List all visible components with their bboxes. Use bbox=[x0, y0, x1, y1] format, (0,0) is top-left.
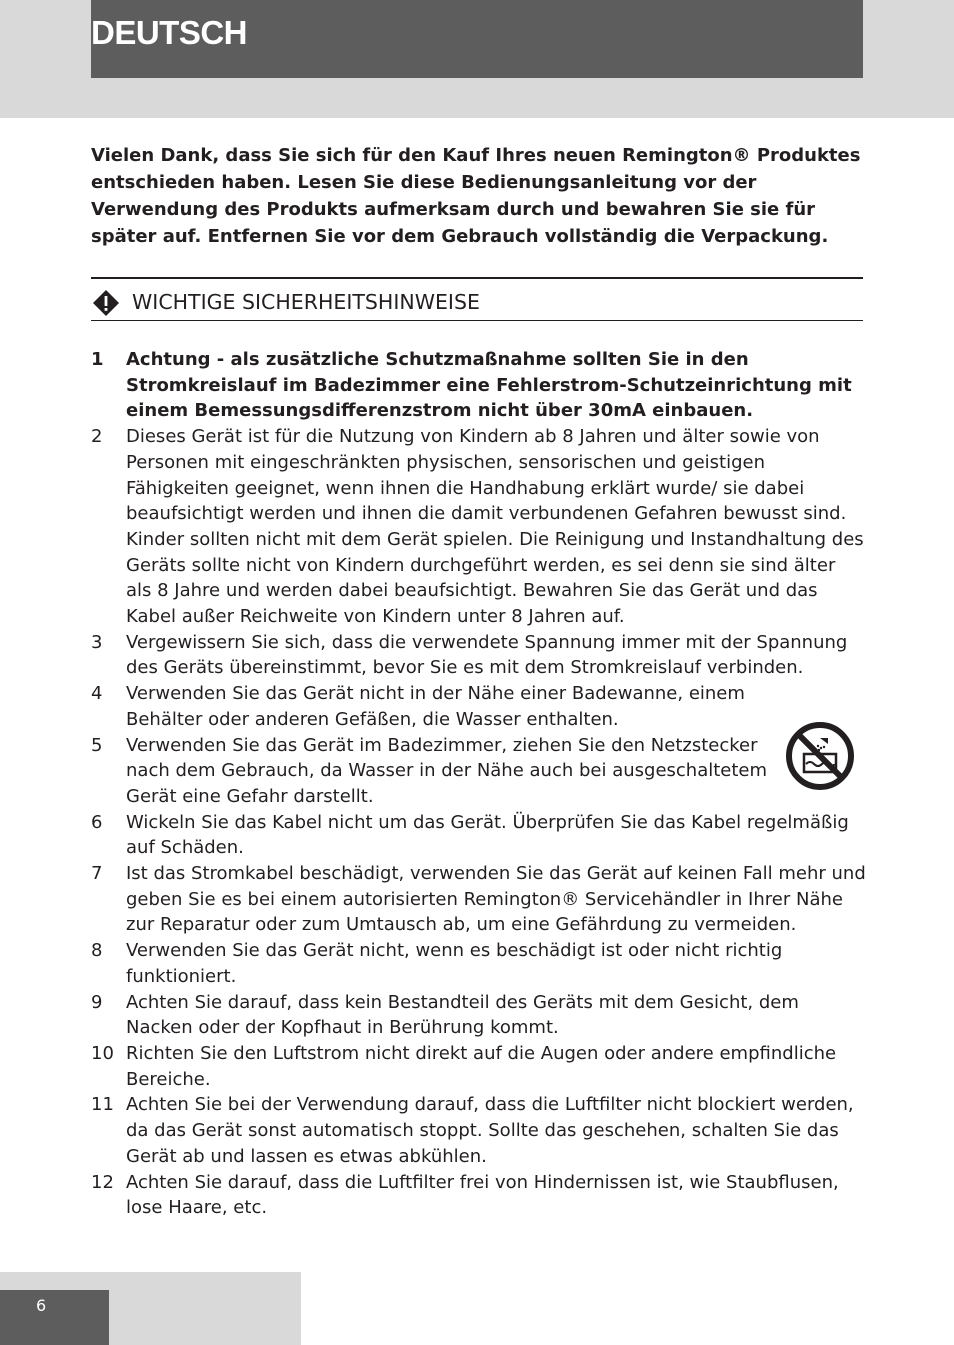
header-band bbox=[0, 0, 954, 118]
header-title-box bbox=[91, 0, 863, 78]
section-heading: WICHTIGE SICHERHEITSHINWEISE bbox=[132, 290, 480, 314]
item-number: 9 bbox=[91, 991, 103, 1013]
page-title: DEUTSCH bbox=[91, 14, 248, 51]
list-item bbox=[91, 1041, 866, 1092]
list-item bbox=[91, 861, 866, 938]
item-number: 12 bbox=[91, 1171, 114, 1193]
list-item bbox=[91, 630, 866, 681]
list-item bbox=[91, 347, 866, 424]
item-number: 3 bbox=[91, 631, 103, 653]
safety-list bbox=[91, 347, 866, 1221]
item-text: Dieses Gerät ist für die Nutzung von Kindern ab 8 Jahren und älter sowie von Personen mit eingeschränkten physischen, sensorischen und geistigen Fähigkeiten geeignet, wenn ihnen die Handhabung erklärt wurde/ sie dabei beaufsichtigt werden und ihnen die damit verbundenen Gefahren bewusst sind. Kinder sollten nicht mit dem Gerät spielen. Die Reinigung und Instandhaltung des Geräts sollte nicht von Kindern durchgeführt werden, es sei denn sie sind älter als 8 Jahre und werden dabei beaufsichtigt. Bewahren Sie das Gerät und das Kabel außer Reichweite von Kindern unter 8 Jahren auf. bbox=[126, 426, 864, 628]
list-item bbox=[91, 424, 866, 630]
item-number: 5 bbox=[91, 734, 103, 756]
item-text: Ist das Stromkabel beschädigt, verwenden Sie das Gerät auf keinen Fall mehr und geben Sie es bei einem autorisierten Remington® Servicehändler in Ihrer Nähe zur Reparatur oder zum Umtausch ab, um eine Gefährdung zu vermeiden. bbox=[126, 863, 866, 936]
item-number: 11 bbox=[91, 1094, 114, 1116]
item-text: Achten Sie darauf, dass die Luftfilter frei von Hindernissen ist, wie Staubflusen, lose Haare, etc. bbox=[126, 1171, 839, 1219]
page-number: 6 bbox=[36, 1296, 47, 1315]
item-text: Achtung - als zusätzliche Schutzmaßnahme sollten Sie in den Stromkreislauf im Badezimmer eine Fehlerstrom-Schutzeinrichtung mit einem Bemessungsdifferenzstrom nicht über 30mA einbauen. bbox=[126, 349, 852, 422]
page-number-box bbox=[0, 1290, 109, 1345]
section-rule-bottom bbox=[91, 320, 863, 321]
item-number: 1 bbox=[91, 349, 104, 370]
list-item bbox=[91, 681, 776, 732]
list-item bbox=[91, 938, 866, 989]
item-number: 10 bbox=[91, 1042, 114, 1064]
item-text: Wickeln Sie das Kabel nicht um das Gerät. Überprüfen Sie das Kabel regelmäßig auf Schäden. bbox=[126, 811, 849, 859]
list-item bbox=[91, 810, 866, 861]
item-number: 6 bbox=[91, 811, 103, 833]
item-text: Verwenden Sie das Gerät im Badezimmer, ziehen Sie den Netzstecker nach dem Gebrauch, da Wasser in der Nähe auch bei ausgeschaltetem Gerät eine Gefahr darstellt. bbox=[126, 734, 768, 807]
list-item bbox=[91, 990, 866, 1041]
item-number: 7 bbox=[91, 863, 103, 885]
item-text: Verwenden Sie das Gerät nicht, wenn es beschädigt ist oder nicht richtig funktioniert. bbox=[126, 940, 783, 987]
intro-paragraph: Vielen Dank, dass Sie sich für den Kauf Ihres neuen Remington® Produktes entschieden haben. Lesen Sie diese Bedienungsanleitung vor der Verwendung des Produkts aufmerksam durch und bewahren Sie sie für später auf. Entfernen Sie vor dem Gebrauch vollständig die Verpackung. bbox=[91, 145, 861, 247]
list-item bbox=[91, 1092, 866, 1169]
item-text: Achten Sie darauf, dass kein Bestandteil des Geräts mit dem Gesicht, dem Nacken oder der Kopfhaut in Berührung kommt. bbox=[126, 991, 799, 1039]
section-rule-top bbox=[91, 277, 863, 279]
item-number: 8 bbox=[91, 940, 103, 962]
list-item bbox=[91, 1170, 866, 1221]
warning-icon bbox=[91, 288, 121, 318]
item-text: Richten Sie den Luftstrom nicht direkt auf die Augen oder andere empfindliche Bereiche. bbox=[126, 1042, 837, 1090]
item-text: Achten Sie bei der Verwendung darauf, dass die Luftfilter nicht blockiert werden, da das Gerät sonst automatisch stoppt. Sollte das geschehen, schalten Sie das Gerät ab und lassen es etwas abkühlen. bbox=[126, 1094, 854, 1167]
item-text: Vergewissern Sie sich, dass die verwendete Spannung immer mit der Spannung des Geräts übereinstimmt, bevor Sie es mit dem Stromkreislauf verbinden. bbox=[126, 631, 848, 679]
item-number: 2 bbox=[91, 426, 103, 448]
list-item bbox=[91, 733, 776, 810]
item-text: Verwenden Sie das Gerät nicht in der Nähe einer Badewanne, einem Behälter oder anderen Gefäßen, die Wasser enthalten. bbox=[126, 683, 745, 730]
no-water-icon bbox=[784, 720, 856, 792]
item-number: 4 bbox=[91, 683, 103, 705]
